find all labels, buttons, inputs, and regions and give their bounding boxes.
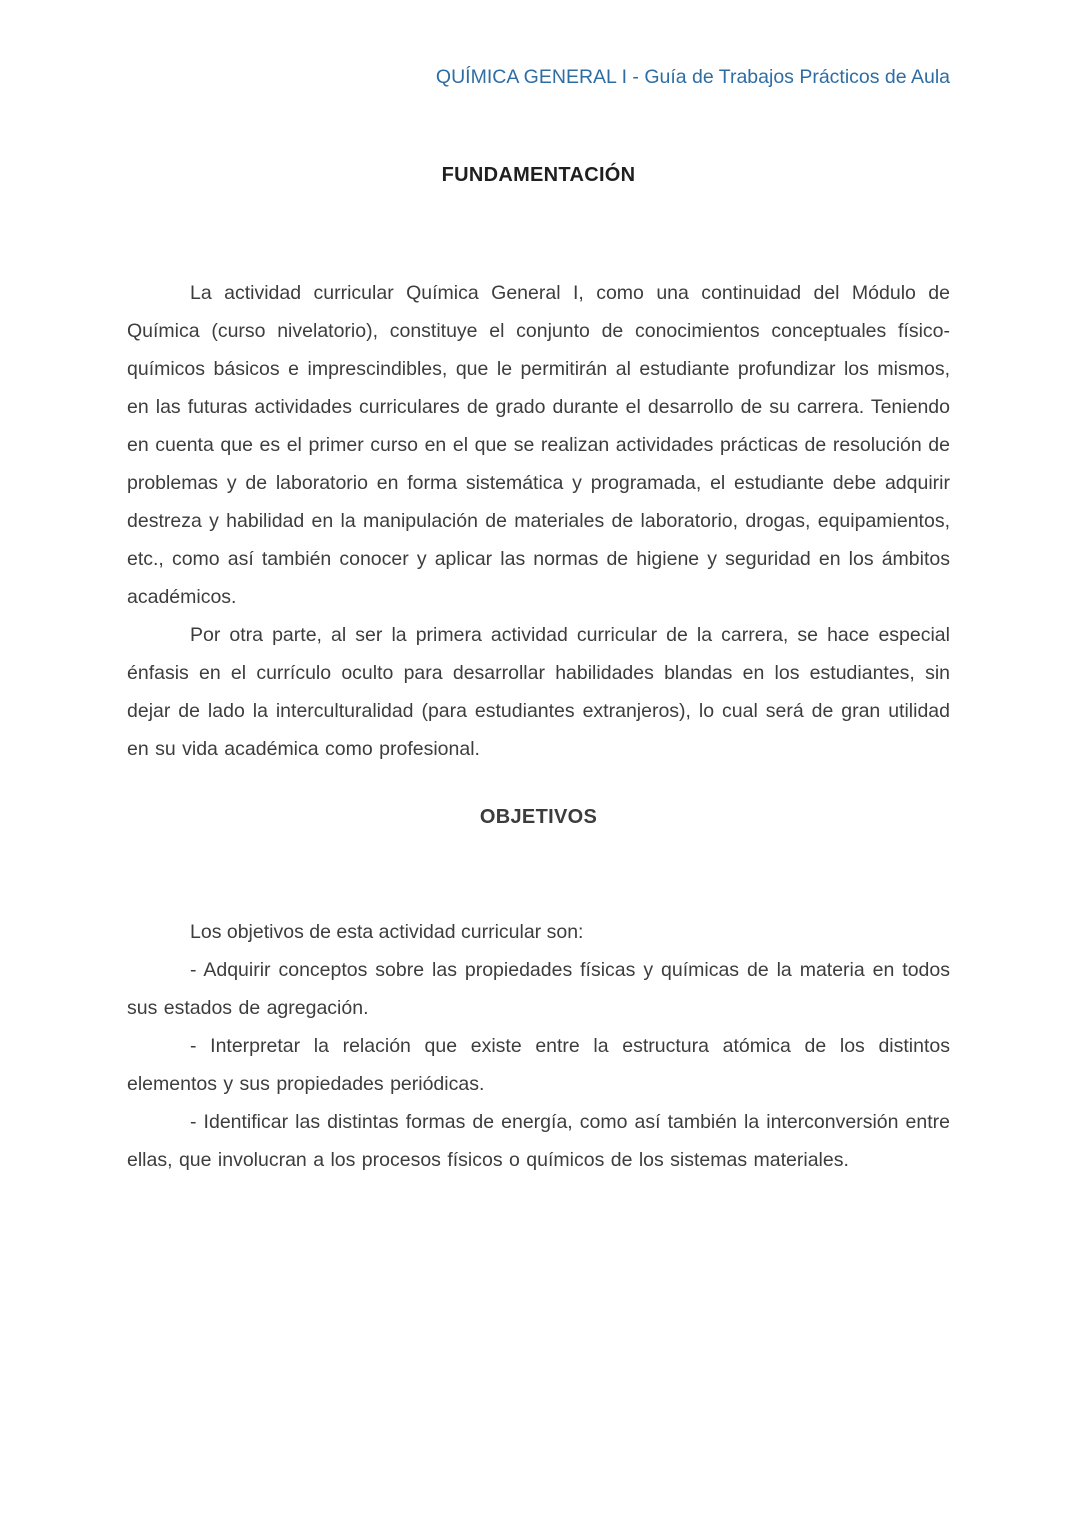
objetivos-intro: Los objetivos de esta actividad curricular son: bbox=[190, 921, 584, 943]
objetivos-item-3: - Identificar las distintas formas de energía, como así también la interconversión entre ellas, que involucran a los procesos físicos o químicos de los sistemas materiales. bbox=[127, 1111, 950, 1171]
section-heading-objetivos: OBJETIVOS bbox=[479, 806, 598, 828]
fundamentacion-paragraph-2: Por otra parte, al ser la primera actividad curricular de la carrera, se hace especial énfasis en el currículo oculto para desarrollar habilidades blandas en los estudiantes, sin dejar de lado la interculturalidad (para estudiantes extranjeros), lo cual será de gran utilidad en su vida académica como profesional. bbox=[127, 624, 950, 760]
fundamentacion-paragraph-1: La actividad curricular Química General I, como una continuidad del Módulo de Química (curso nivelatorio), constituye el conjunto de conocimientos conceptuales físico-químicos básicos e imprescindibles, que le permitirán al estudiante profundizar los mismos, en las futuras actividades curriculares de grado durante el desarrollo de su carrera. Teniendo en cuenta que es el primer curso en el que se realizan actividades prácticas de resolución de problemas y de laboratorio en forma sistemática y programada, el estudiante debe adquirir destreza y habilidad en la manipulación de materiales de laboratorio, drogas, equipamientos, etc., como así también conocer y aplicar las normas de higiene y seguridad en los ámbitos académicos. bbox=[127, 282, 950, 608]
objetivos-item-2: - Interpretar la relación que existe entre la estructura atómica de los distintos elementos y sus propiedades periódicas. bbox=[127, 1035, 950, 1095]
running-header: QUÍMICA GENERAL I - Guía de Trabajos Prácticos de Aula bbox=[435, 66, 950, 88]
objetivos-item-1: - Adquirir conceptos sobre las propiedades físicas y químicas de la materia en todos sus estados de agregación. bbox=[127, 959, 950, 1019]
section-heading-fundamentacion: FUNDAMENTACIÓN bbox=[441, 164, 636, 186]
